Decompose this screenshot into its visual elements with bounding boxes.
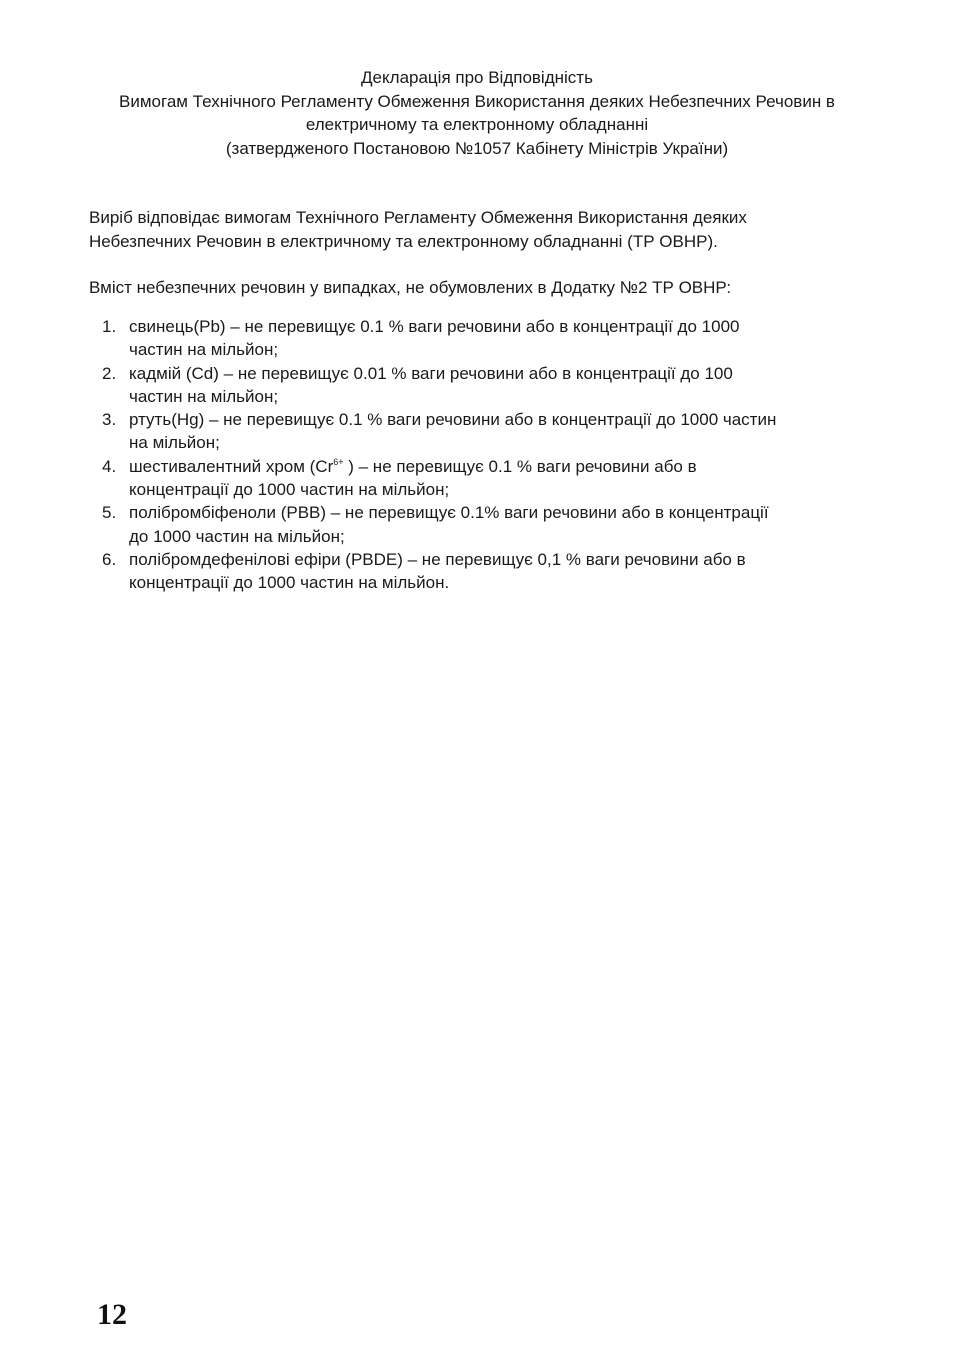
- list-item-line: ртуть(Hg) – не перевищує 0.1 % ваги речовини або в концентрації до 1000 частин: [129, 410, 777, 430]
- declaration-header: [0, 66, 954, 160]
- page-number: 12: [97, 1298, 127, 1331]
- list-item-line: на мільйон;: [129, 433, 220, 453]
- superscript-charge: 6+: [333, 456, 344, 467]
- substances-intro: Вміст небезпечних речовин у випадках, не обумовлених в Додатку №2 ТР ОВНР:: [89, 278, 732, 297]
- list-item-line: полібромдефенілові ефіри (PBDE) – не перевищує 0,1 % ваги речовини або в: [129, 549, 746, 569]
- list-item-number: 2.: [102, 363, 117, 383]
- list-item-number: 1.: [102, 317, 117, 336]
- compliance-statement-line-1: Виріб відповідає вимогам Технічного Регламенту Обмеження Використання деяких: [89, 208, 747, 227]
- list-item-line: [129, 455, 869, 478]
- list-item-line-end: ) – не перевищує 0.1 % ваги речовини або в: [343, 456, 697, 476]
- list-item-text: [129, 362, 869, 409]
- list-item-line: полібромбіфеноли (PBB) – не перевищує 0.1% ваги речовини або в концентрації: [129, 503, 769, 523]
- list-item-number: 6.: [102, 549, 117, 569]
- list-item-number: 3.: [102, 410, 117, 430]
- list-item-line-start: шестивалентний хром (Cr: [129, 456, 334, 476]
- list-item-line: кадмій (Cd) – не перевищує 0.01 % ваги речовини або в концентрації до 100: [129, 363, 733, 383]
- list-item-line: частин на мільйон;: [129, 386, 279, 406]
- list-item: [0, 362, 954, 409]
- header-subtitle-line-2: електричному та електронному обладнанні: [305, 115, 649, 134]
- list-item-text: [129, 455, 869, 502]
- header-subtitle-line-3: (затвердженого Постановою №1057 Кабінету Міністрів України): [225, 138, 729, 158]
- compliance-statement-line-2: Небезпечних Речовин в електричному та електронному обладнанні (ТР ОВНР).: [89, 231, 718, 251]
- list-item-number: 4.: [102, 456, 117, 476]
- list-item-line: до 1000 частин на мільйон;: [129, 526, 345, 546]
- list-item: [0, 315, 954, 362]
- list-item-text: [129, 548, 869, 595]
- list-item-text: [129, 408, 869, 455]
- compliance-statement: [89, 206, 869, 253]
- header-subtitle-line-1: Вимогам Технічного Регламенту Обмеження Використання деяких Небезпечних Речовин в: [119, 91, 835, 111]
- list-item: [0, 408, 954, 455]
- list-item-line: свинець(Pb) – не перевищує 0.1 % ваги речовини або в концентрації до 1000: [129, 317, 740, 336]
- list-item: [0, 455, 954, 502]
- list-item-text: [129, 501, 869, 548]
- list-item-line: концентрації до 1000 частин на мільйон.: [129, 573, 450, 593]
- list-item: [0, 548, 954, 595]
- list-item-line: концентрації до 1000 частин на мільйон;: [129, 480, 450, 500]
- list-item-text: [129, 315, 869, 362]
- substances-list: [0, 315, 954, 595]
- list-item: [0, 501, 954, 548]
- list-item-line: частин на мільйон;: [129, 340, 279, 360]
- header-title: Декларація про Відповідність: [361, 68, 593, 87]
- list-item-number: 5.: [102, 503, 117, 523]
